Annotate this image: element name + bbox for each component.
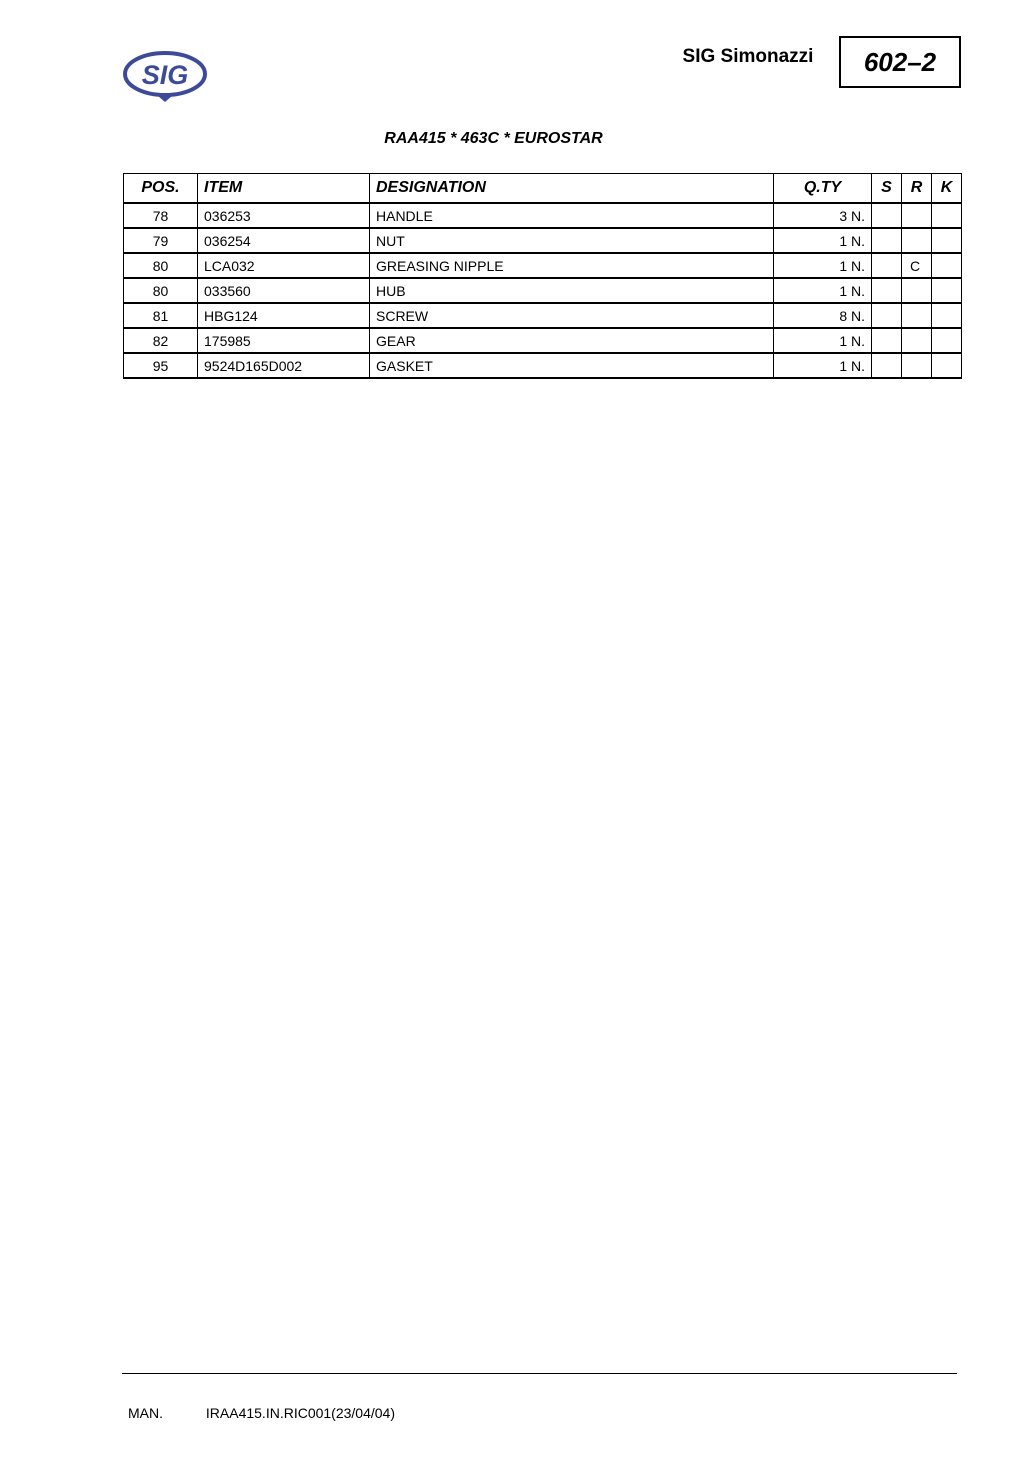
cell-designation: HUB bbox=[370, 278, 774, 303]
table-header-row bbox=[124, 174, 962, 204]
cell-r bbox=[902, 353, 932, 378]
cell-designation: GASKET bbox=[370, 353, 774, 378]
cell-pos: 79 bbox=[124, 228, 198, 253]
cell-k bbox=[932, 303, 962, 328]
col-designation-header: DESIGNATION bbox=[370, 174, 774, 204]
cell-item: 036254 bbox=[198, 228, 370, 253]
footer-divider bbox=[122, 1373, 957, 1374]
cell-item: LCA032 bbox=[198, 253, 370, 278]
cell-s bbox=[872, 353, 902, 378]
col-item-header: ITEM bbox=[198, 174, 370, 204]
col-k-header: K bbox=[932, 174, 962, 204]
cell-qty: 1 N. bbox=[774, 253, 872, 278]
cell-designation: HANDLE bbox=[370, 203, 774, 228]
cell-s bbox=[872, 303, 902, 328]
svg-text:SIG: SIG bbox=[141, 60, 189, 90]
cell-s bbox=[872, 228, 902, 253]
cell-designation: GEAR bbox=[370, 328, 774, 353]
cell-s bbox=[872, 278, 902, 303]
page-number-box bbox=[839, 36, 961, 88]
cell-pos: 82 bbox=[124, 328, 198, 353]
cell-k bbox=[932, 278, 962, 303]
cell-k bbox=[932, 228, 962, 253]
footer-doc-code: IRAA415.IN.RIC001(23/04/04) bbox=[205, 1405, 395, 1421]
brand-name: SIG Simonazzi bbox=[682, 46, 814, 67]
table-row bbox=[124, 353, 962, 378]
cell-item: 033560 bbox=[198, 278, 370, 303]
col-pos-header: POS. bbox=[124, 174, 198, 204]
cell-qty: 1 N. bbox=[774, 328, 872, 353]
footer bbox=[128, 1405, 395, 1421]
parts-table bbox=[123, 173, 962, 379]
cell-qty: 3 N. bbox=[774, 203, 872, 228]
table-row bbox=[124, 278, 962, 303]
page-code: 602–2 bbox=[863, 46, 937, 77]
table-row bbox=[124, 253, 962, 278]
cell-pos: 78 bbox=[124, 203, 198, 228]
cell-r bbox=[902, 228, 932, 253]
cell-r bbox=[902, 203, 932, 228]
cell-qty: 1 N. bbox=[774, 228, 872, 253]
cell-pos: 95 bbox=[124, 353, 198, 378]
cell-pos: 80 bbox=[124, 278, 198, 303]
col-s-header: S bbox=[872, 174, 902, 204]
cell-item: 175985 bbox=[198, 328, 370, 353]
col-r-header: R bbox=[902, 174, 932, 204]
cell-r bbox=[902, 328, 932, 353]
cell-qty: 8 N. bbox=[774, 303, 872, 328]
cell-designation: GREASING NIPPLE bbox=[370, 253, 774, 278]
cell-designation: SCREW bbox=[370, 303, 774, 328]
cell-k bbox=[932, 328, 962, 353]
cell-k bbox=[932, 253, 962, 278]
cell-k bbox=[932, 203, 962, 228]
cell-item: 9524D165D002 bbox=[198, 353, 370, 378]
cell-r: C bbox=[902, 253, 932, 278]
footer-label: MAN. bbox=[128, 1405, 163, 1421]
document-title: RAA415 * 463C * EUROSTAR bbox=[384, 130, 603, 147]
cell-item: 036253 bbox=[198, 203, 370, 228]
col-qty-header: Q.TY bbox=[774, 174, 872, 204]
table-row bbox=[124, 203, 962, 228]
cell-designation: NUT bbox=[370, 228, 774, 253]
cell-item: HBG124 bbox=[198, 303, 370, 328]
cell-s bbox=[872, 203, 902, 228]
cell-pos: 80 bbox=[124, 253, 198, 278]
table-row bbox=[124, 228, 962, 253]
cell-r bbox=[902, 278, 932, 303]
cell-r bbox=[902, 303, 932, 328]
cell-k bbox=[932, 353, 962, 378]
cell-s bbox=[872, 253, 902, 278]
table-row bbox=[124, 303, 962, 328]
sig-logo bbox=[122, 50, 210, 102]
cell-s bbox=[872, 328, 902, 353]
cell-qty: 1 N. bbox=[774, 278, 872, 303]
table-row bbox=[124, 328, 962, 353]
cell-pos: 81 bbox=[124, 303, 198, 328]
cell-qty: 1 N. bbox=[774, 353, 872, 378]
